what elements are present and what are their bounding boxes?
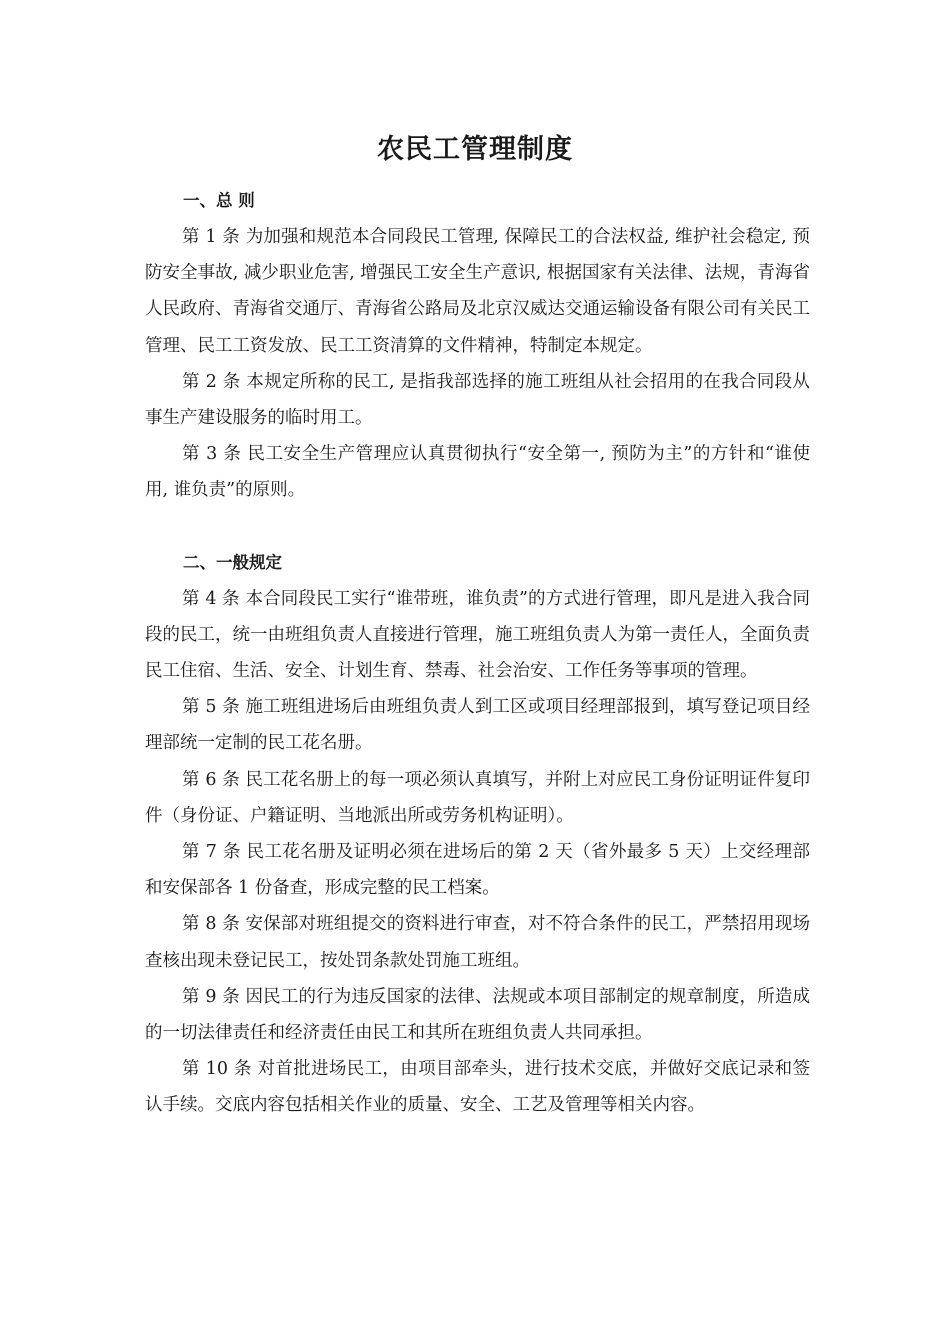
article-8: 第 8 条 安保部对班组提交的资料进行审查，对不符合条件的民工，严禁招用现场查核出现未登记民工，按处罚条款处罚施工班组。 (145, 914, 810, 971)
section-spacer (145, 509, 810, 545)
article-1: 第 1 条 为加强和规范本合同段民工管理, 保障民工的合法权益, 维护社会稳定, 预防安全事故, 减少职业危害, 增强民工安全生产意识, 根据国家有关法律、法规，青海省人民政府、青海省交通厅、青海省公路局及北京汉威达交通运输设备有限公司有关民工管理、民工工资发放、民工工资清算的文件精神，特制定本规定。 (145, 227, 810, 356)
section-general (145, 183, 810, 509)
document-body (145, 183, 810, 1124)
article-9: 第 9 条 因民工的行为违反国家的法律、法规或本项目部制定的规章制度，所造成的一切法律责任和经济责任由民工和其所在班组负责人共同承担。 (145, 986, 810, 1044)
section-heading: 一、总 则 (183, 191, 255, 210)
section-heading: 二、一般规定 (183, 552, 282, 572)
article-4: 第 4 条 本合同段民工实行“谁带班，谁负责”的方式进行管理，即凡是进入我合同段的民工，统一由班组负责人直接进行管理，施工班组负责人为第一责任人，全面负责民工住宿、生活、安全、计划生育、禁毒、社会治安、工作任务等事项的管理。 (145, 588, 810, 682)
section-general-rules (145, 545, 810, 1124)
article-2: 第 2 条 本规定所称的民工, 是指我部选择的施工班组从社会招用的在我合同段从事生产建设服务的临时用工。 (145, 371, 810, 429)
article-7: 第 7 条 民工花名册及证明必须在进场后的第 2 天（省外最多 5 天）上交经理部和安保部各 1 份备查，形成完整的民工档案。 (145, 842, 810, 899)
article-5: 第 5 条 施工班组进场后由班组负责人到工区或项目经理部报到，填写登记项目经理部统一定制的民工花名册。 (145, 697, 810, 754)
article-6: 第 6 条 民工花名册上的每一项必须认真填写，并附上对应民工身份证明证件复印件（身份证、户籍证明、当地派出所或劳务机构证明）。 (145, 769, 810, 826)
article-3: 第 3 条 民工安全生产管理应认真贯彻执行“安全第一, 预防为主”的方针和“谁使用, 谁负责”的原则。 (145, 444, 810, 501)
document-title: 农民工管理制度 (377, 134, 573, 165)
article-10: 第 10 条 对首批进场民工，由项目部牵头，进行技术交底，并做好交底记录和签认手续。交底内容包括相关作业的质量、安全、工艺及管理等相关内容。 (145, 1059, 810, 1116)
